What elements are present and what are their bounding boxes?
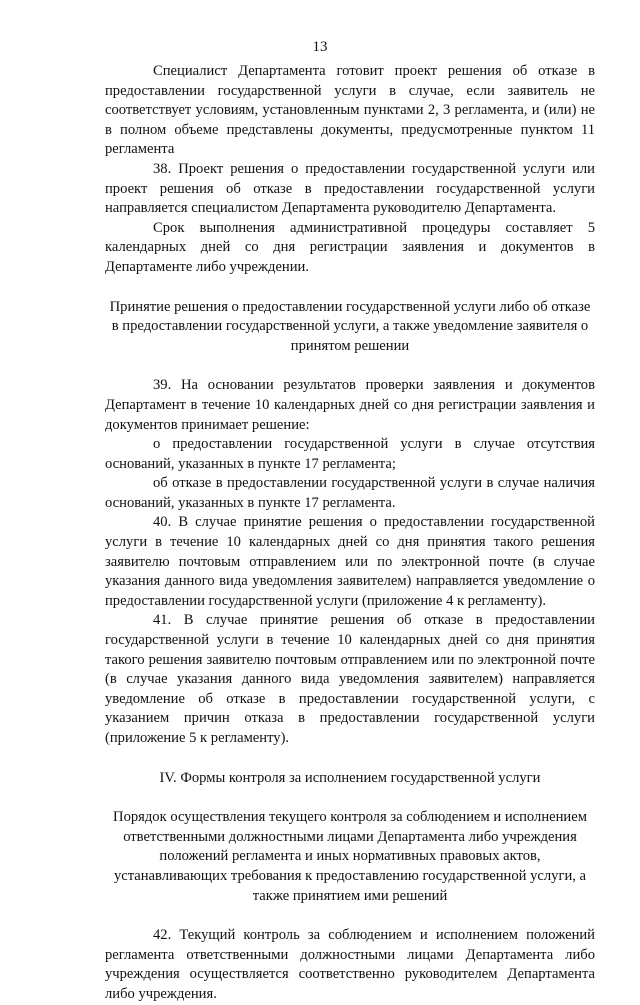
spacer: [105, 788, 595, 808]
spacer: [105, 356, 595, 376]
section-heading: Порядок осуществления текущего контроля за соблюдением и исполнением ответственными должностными лицами Департамента либо учреждения положений регламента и иных нормативных правовых актов, устанавливающих требования к предоставлению государственной услуги, а также принятием ими решений: [113, 809, 587, 904]
section-heading: Принятие решения о предоставлении государственной услуги либо об отказе в предоставлении государственной услуги, а также уведомление заявителя о принятом решении: [109, 298, 591, 354]
paragraph: 42. Текущий контроль за соблюдением и исполнением положений регламента ответственными должностными лицами Департамента либо учреждения осуществляется соответственно руководителем Департамента либо учреждения.: [105, 927, 595, 1002]
paragraph: 40. В случае принятие решения о предоставлении государственной услуги в течение 10 календарных дней со дня принятия такого решения заявителю почтовым отправлением или по электронной почте (в случае указания данного вида уведомления заявителем) направляется уведомление о предоставлении государственной услуги (приложение 4 к регламенту).: [105, 514, 595, 609]
page-number: 13: [312, 39, 328, 55]
paragraph: Срок выполнения административной процедуры составляет 5 календарных дней со дня регистрации заявления и документов в Департаменте либо учреждении.: [105, 219, 595, 275]
paragraph: об отказе в предоставлении государственной услуги в случае наличия оснований, указанных в пункте 17 регламента.: [105, 475, 595, 511]
paragraph: Специалист Департамента готовит проект решения об отказе в предоставлении государственной услуги в случае, если заявитель не соответствует условиям, установленным пунктами 2, 3 регламента, и (или) не в полном объеме представлены документы, предусмотренные пунктом 11 регламента: [105, 63, 595, 158]
spacer: [105, 906, 595, 926]
paragraph: 41. В случае принятие решения об отказе в предоставлении государственной услуги в течение 10 календарных дней со дня принятия такого решения заявителю почтовым отправлением или по электронной почте (в случае указания данного вида уведомления заявителем) направляется уведомление об отказе в предоставлении государственной услуги, с указанием причин отказа в предоставлении государственной услуги (приложение 5 к регламенту).: [105, 612, 595, 746]
paragraph: 39. На основании результатов проверки заявления и документов Департамент в течение 10 календарных дней со дня регистрации заявления и документов принимает решение:: [105, 377, 595, 433]
paragraph: 38. Проект решения о предоставлении государственной услуги или проект решения об отказе в предоставлении государственной услуги направляется специалистом Департамента руководителю Департамента.: [105, 160, 595, 217]
paragraph: о предоставлении государственной услуги в случае отсутствия оснований, указанных в пункте 17 регламента;: [105, 436, 595, 472]
document-body: [105, 62, 595, 1005]
spacer: [105, 278, 595, 298]
spacer: [105, 749, 595, 769]
section-heading: IV. Формы контроля за исполнением государственной услуги: [159, 769, 541, 786]
